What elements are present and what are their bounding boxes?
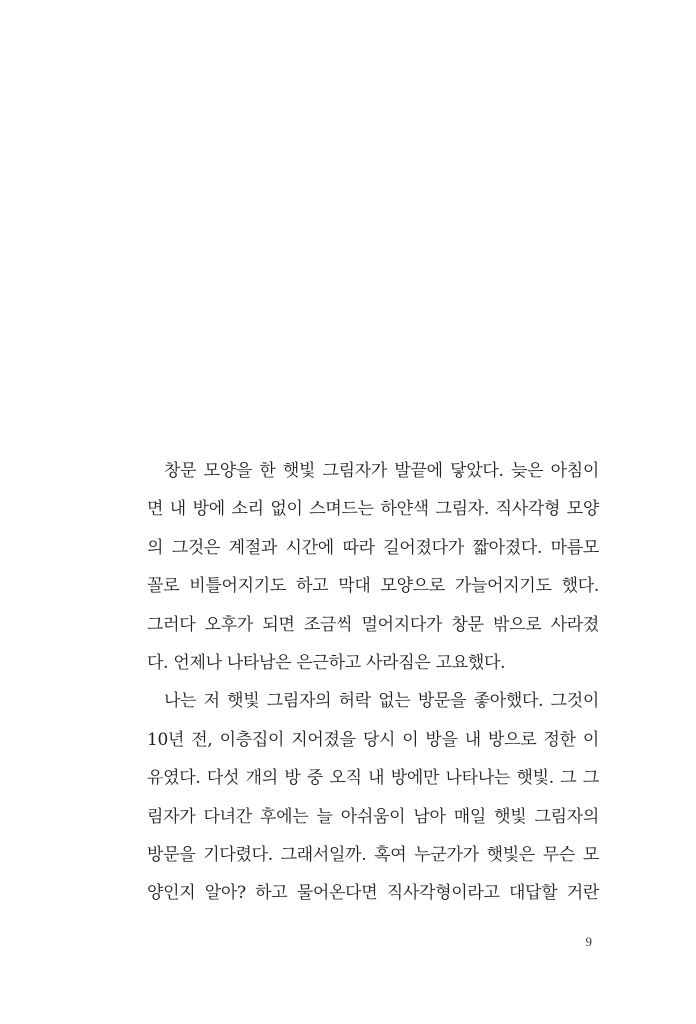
text-line: 창문 모양을 한 햇빛 그림자가 발끝에 닿았다. 늦은 아침이 [164, 461, 599, 481]
page-number: 9 [585, 934, 592, 949]
paragraph-1 [147, 452, 599, 682]
text-line: 방문을 기다렸다. 그래서일까. 혹여 누군가가 햇빛은 무슨 모 [147, 844, 599, 865]
text-line: 꼴로 비틀어지기도 하고 막대 모양으로 가늘어지기도 했다. [147, 576, 599, 597]
text-line: 면 내 방에 소리 없이 스며드는 하얀색 그림자. 직사각형 모양 [147, 499, 599, 520]
text-line: 그러다 오후가 되면 조금씩 멀어지다가 창문 밖으로 사라졌 [147, 614, 599, 635]
paragraph-2 [147, 682, 599, 912]
text-line: 의 그것은 계절과 시간에 따라 길어졌다가 짧아졌다. 마름모 [147, 537, 599, 558]
text-line: 림자가 다녀간 후에는 늘 아쉬움이 남아 매일 햇빛 그림자의 [147, 806, 599, 827]
text-line: 양인지 알아? 하고 물어온다면 직사각형이라고 대답할 거란 [147, 883, 599, 904]
text-line: 다. 언제나 나타남은 은근하고 사라짐은 고요했다. [147, 652, 506, 673]
text-line: 유였다. 다섯 개의 방 중 오직 내 방에만 나타나는 햇빛. 그 그 [147, 768, 599, 789]
text-line: 나는 저 햇빛 그림자의 허락 없는 방문을 좋아했다. 그것이 [164, 691, 599, 712]
text-line: 10년 전, 이층집이 지어졌을 당시 이 방을 내 방으로 정한 이 [147, 729, 599, 750]
body-text [147, 452, 599, 913]
